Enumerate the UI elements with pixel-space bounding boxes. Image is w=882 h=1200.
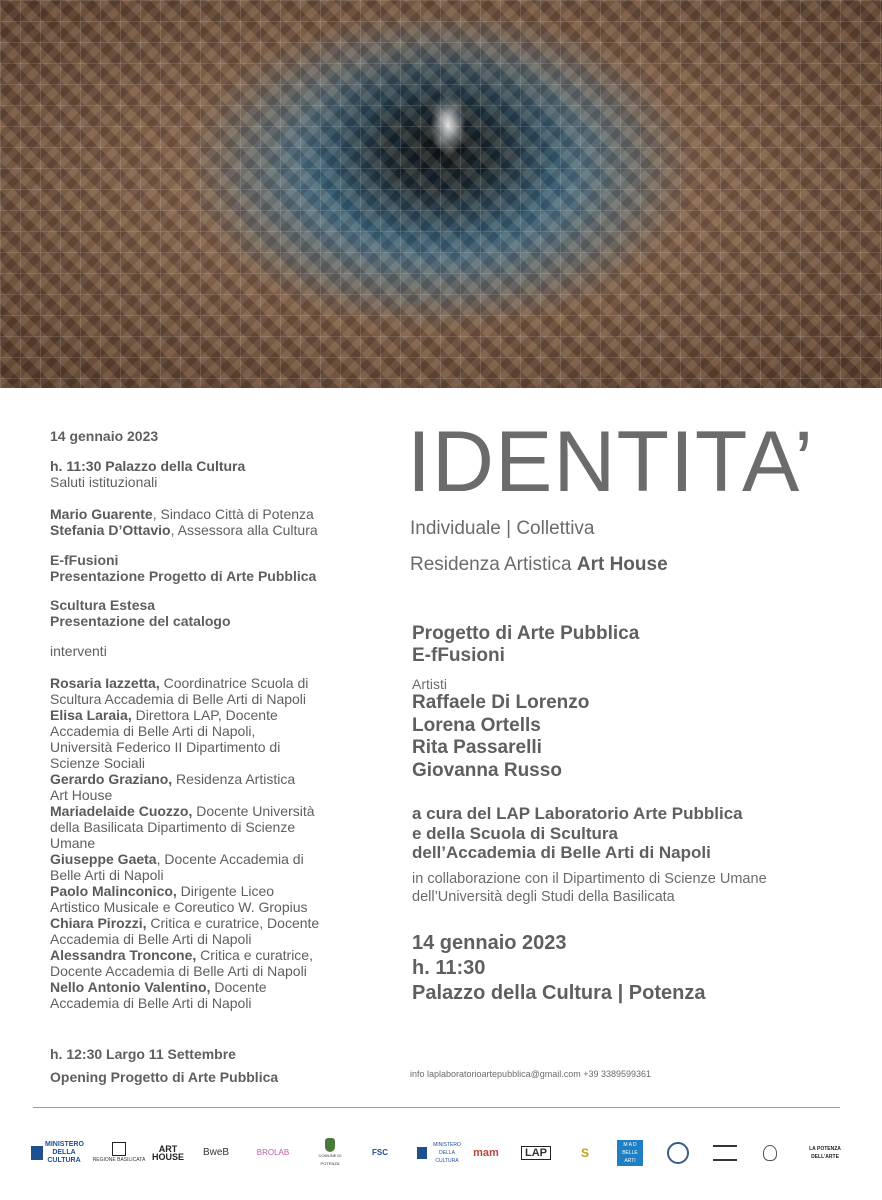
emblem-logo xyxy=(760,1136,780,1170)
interventi-label: interventi xyxy=(50,643,107,659)
saluti-label: Saluti istituzionali xyxy=(50,474,158,490)
speakers-list xyxy=(50,675,370,1011)
cura-line: dell’Accademia di Belle Arti di Napoli xyxy=(412,843,711,862)
lap-logo: LAP xyxy=(518,1136,554,1170)
guest-role: , Assessora alla Cultura xyxy=(170,522,318,538)
eye-reflection xyxy=(430,95,466,155)
guest-list xyxy=(50,506,318,538)
guest-item xyxy=(50,522,318,538)
opening-label: Opening Progetto di Arte Pubblica xyxy=(50,1069,279,1085)
speaker-item-cont: Accademia di Belle Arti di Napoli xyxy=(50,931,252,947)
time1-label: h. 11:30 Palazzo della Cultura xyxy=(50,458,246,474)
effusioni-subtitle: Presentazione Progetto di Arte Pubblica xyxy=(50,568,317,584)
guest-name: Mario Guarente xyxy=(50,506,153,522)
divider xyxy=(33,1107,840,1108)
collab-line: in collaborazione con il Dipartimento di Scienze Umane xyxy=(412,871,767,887)
residenza-prefix: Residenza Artistica xyxy=(410,554,577,575)
scultura-subtitle: Presentazione del catalogo xyxy=(50,613,231,629)
event-location: Palazzo della Cultura | Potenza xyxy=(412,982,706,1004)
guest-name: Stefania D’Ottavio xyxy=(50,522,171,538)
scultura-block xyxy=(50,597,231,629)
speaker-item: Rosaria Iazzetta, Coordinatrice Scuola di xyxy=(50,675,309,691)
speaker-item-cont: Artistico Musicale e Coreutico W. Gropius xyxy=(50,899,308,915)
speaker-item: Alessandra Troncone, Critica e curatrice, xyxy=(50,947,313,963)
artist-name: Lorena Ortells xyxy=(412,714,541,736)
speaker-item-cont: Docente Accademia di Belle Arti di Napoli xyxy=(50,963,307,979)
left-time-session-1 xyxy=(50,458,245,490)
event-date: 14 gennaio 2023 xyxy=(412,932,567,954)
speaker-item-cont: Umane xyxy=(50,835,96,851)
scultura-title: Scultura Estesa xyxy=(50,597,156,613)
effusioni-block xyxy=(50,552,316,584)
contact-info: info laplaboratorioartepubblica@gmail.com +39 3389599361 xyxy=(410,1069,652,1079)
speaker-item-cont: Accademia di Belle Arti di Napoli xyxy=(50,995,252,1011)
project-name: E-fFusioni xyxy=(412,645,505,666)
guest-item xyxy=(50,506,318,522)
speaker-item: Paolo Malinconico, Dirigente Liceo xyxy=(50,883,275,899)
speaker-item-cont: Scienze Sociali xyxy=(50,755,145,771)
university-seal-logo xyxy=(666,1136,690,1170)
speaker-item-cont: Accademia di Belle Arti di Napoli, xyxy=(50,723,256,739)
mad-logo: M A D BELLE ARTI xyxy=(616,1136,644,1170)
event-time: h. 11:30 xyxy=(412,957,486,979)
time-session-2: h. 12:30 Largo 11 Settembre xyxy=(50,1046,236,1062)
liceo-logo xyxy=(710,1136,740,1170)
cura-line: a cura del LAP Laboratorio Arte Pubblica xyxy=(412,804,743,823)
sponsor-logos xyxy=(30,1136,852,1172)
speaker-item-cont: Università Federico II Dipartimento di xyxy=(50,739,281,755)
artist-name: Giovanna Russo xyxy=(412,759,562,781)
speaker-item-cont: Scultura Accademia di Belle Arti di Napoli xyxy=(50,691,307,707)
hero-mosaic-image xyxy=(0,0,882,388)
project-title: Progetto di Arte Pubblica xyxy=(412,623,640,644)
artists-list xyxy=(412,692,589,782)
ministero-cultura-logo-2: MINISTERO DELLA CULTURA xyxy=(416,1136,466,1170)
collab-line: dell’Università degli Studi della Basilicata xyxy=(412,889,675,905)
speaker-item-cont: Art House xyxy=(50,787,113,803)
residenza-bold: Art House xyxy=(576,554,668,575)
fsc-logo: FSC xyxy=(372,1148,388,1157)
project-block xyxy=(412,623,639,667)
subtitle: Individuale | Collettiva xyxy=(410,518,595,539)
brolab-logo: BROLAB xyxy=(256,1148,290,1157)
speaker-item: Mariadelaide Cuozzo, Docente Università xyxy=(50,803,315,819)
s-logo: S xyxy=(580,1146,589,1160)
speaker-item: Chiara Pirozzi, Critica e curatrice, Docente xyxy=(50,915,320,931)
mam-logo: mam xyxy=(473,1147,499,1159)
speaker-item-cont: Belle Arti di Napoli xyxy=(50,867,164,883)
speaker-item: Elisa Laraia, Direttora LAP, Docente xyxy=(50,707,278,723)
speaker-item: Giuseppe Gaeta, Docente Accademia di xyxy=(50,851,304,867)
collaboration-block xyxy=(412,870,767,906)
effusioni-title: E-fFusioni xyxy=(50,552,119,568)
mosaic-grid xyxy=(0,0,882,388)
residenza-line xyxy=(410,554,668,576)
bweb-logo: BweB xyxy=(202,1147,230,1158)
potenza-dellarte-logo: LA POTENZA DELL'ARTE xyxy=(809,1146,841,1160)
artisti-label: Artisti xyxy=(412,676,447,692)
regione-basilicata-logo: REGIONE BASILICATA xyxy=(90,1136,148,1170)
curated-by-block xyxy=(412,804,743,863)
event-details xyxy=(412,931,705,1006)
ministero-cultura-logo: MINISTERO DELLA CULTURA xyxy=(30,1136,84,1170)
left-date: 14 gennaio 2023 xyxy=(50,428,159,444)
guest-role: , Sindaco Città di Potenza xyxy=(152,506,314,522)
art-house-logo: ART HOUSE xyxy=(152,1144,185,1162)
speaker-item-cont: della Basilicata Dipartimento di Scienze xyxy=(50,819,296,835)
artist-name: Rita Passarelli xyxy=(412,737,542,758)
cura-line: e della Scuola di Scultura xyxy=(412,823,618,843)
page-title: IDENTITA’ xyxy=(407,414,815,510)
artist-name: Raffaele Di Lorenzo xyxy=(412,692,590,713)
comune-potenza-logo: COMUNE DI POTENZA xyxy=(312,1136,348,1170)
speaker-item: Nello Antonio Valentino, Docente xyxy=(50,979,267,995)
speaker-item: Gerardo Graziano, Residenza Artistica xyxy=(50,771,296,787)
